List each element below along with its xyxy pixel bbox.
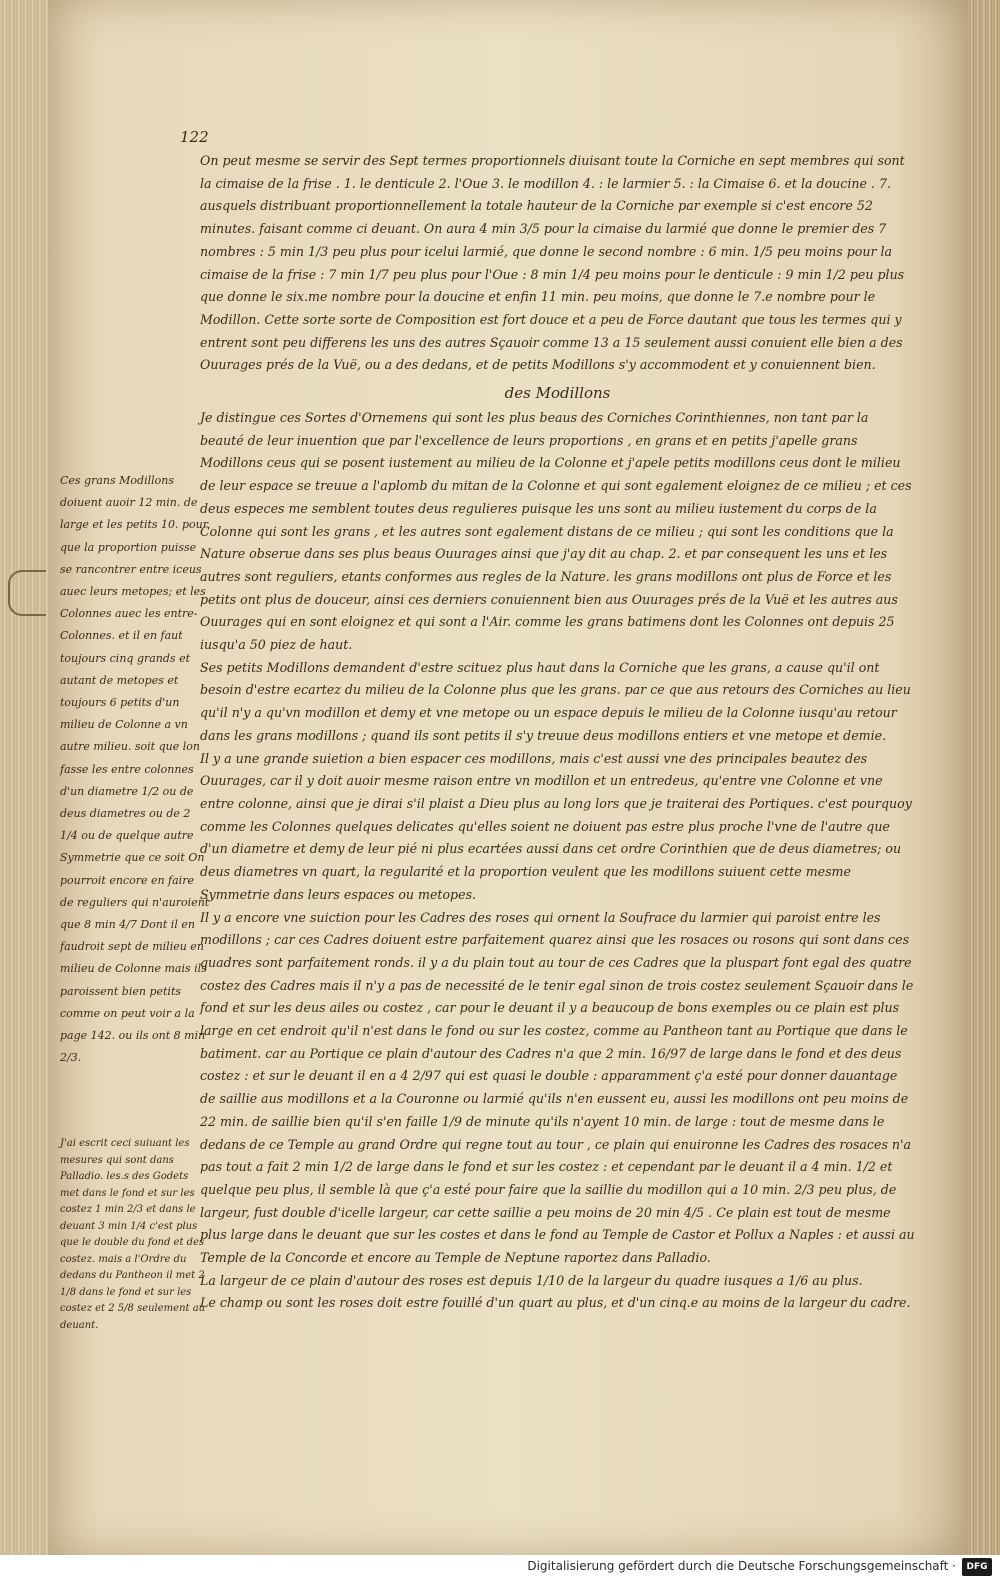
margin-note-palladio: J'ai escrit ceci suiuant les mesures qui sont dans Palladio. les.s des Godets met dans le fond et sur les costez 1 min 2/3 et dans le deuant 3 min 1/4 c'est plus que le double du fond et des costez. mais a l'Ordre du dedans du Pantheon il met 2 1/8 dans le fond et sur les costez et 2 5/8 seulement au deuant. xyxy=(60,1138,206,1331)
dfg-logo-icon: DFG xyxy=(962,1558,992,1576)
paragraph-plain-width: La largeur de ce plain d'autour des roses est depuis 1/10 de la largeur du quadre iusques a 1/6 au plus. xyxy=(200,1272,863,1288)
bookmark-tab xyxy=(8,570,46,616)
paragraph-spacing: Il y a une grande suietion a bien espacer ces modillons, mais c'est aussi vne des principales beautez des Ouurages, car il y doit auoir mesme raison entre vn modillon et un entredeus, qu'entre vne Colonne et vne entre colonne, ainsi que je dirai s'il plaist a Dieu plus au long lors que je traiterai des Portiques. c'est pourquoy comme les Colonnes quelques delicates qu'elles soient ne doiuent pas estre plus proche l'vne de l'autre que d'un diametre et demy de leur pié ni plus ecartées aussi dans cet ordre Corinthien que de deus diametres; ou deus diametres vn quart, la regularité et la proportion veulent que les modillons suiuent cette mesme Symmetrie dans leurs espaces ou metopes. xyxy=(200,750,912,902)
right-page-edges xyxy=(968,0,1000,1555)
page-number: 122 xyxy=(180,128,209,146)
paragraph-cornice-terms: On peut mesme se servir des Sept termes proportionnels diuisant toute la Corniche en sept membres qui sont la cimaise de la frise . 1. le denticule 2. l'Oue 3. le modillon 4. : le larmier 5. : la Cimaise 6. et la doucine . 7. ausquels distribuant proportionnellement la totale hauteur de la Corniche par exemple si c'est encore 52 minutes. faisant comme ci deuant. On aura 4 min 3/5 pour la cimaise du larmié que donne le premier des 7 nombres : 5 min 1/3 peu plus pour icelui larmié, que donne le second nombre : 6 min. 1/5 peu moins pour la cimaise de la frise : 7 min 1/7 peu plus pour l'Oue : 8 min 1/4 peu moins pour le denticule : 9 min 1/2 peu plus que donne le six.me nombre pour la doucine et enfin 11 min. peu moins, que donne le 7.e nombre pour le Modillon. Cette sorte sorte de Composition est fort douce et a peu de Force dautant que tous les termes qui y entrent sont peu differens les uns des autres Sçauoir comme 13 a 15 seulement aussi conuient elle bien a des Ouurages prés de la Vuë, ou a des dedans, et de petits Modillons s'y accommodent et y conuiennent bien. xyxy=(200,153,905,373)
paragraph-rose-field: Le champ ou sont les roses doit estre fouillé d'un quart au plus, et d'un cinq.e au moins de la largeur du cadre. xyxy=(200,1295,911,1311)
paragraph-small-modillons: Ses petits Modillons demandent d'estre scituez plus haut dans la Corniche que les grans, a cause qu'il ont besoin d'estre ecartez du milieu de la Colonne plus que les grans. par ce que aus retours des Corniches au lieu qu'il n'y a qu'vn modillon et demy et vne metope ou un espace depuis le milieu de la Colonne iusqu'au retour dans les grans modillons ; quand ils sont petits il s'y treuue deus modillons entiers et vne metope et demie. xyxy=(200,659,911,743)
section-heading: des Modillons xyxy=(504,384,611,403)
paragraph-modillon-types: Je distingue ces Sortes d'Ornemens qui sont les plus beaus des Corniches Corinthiennes, non tant par la beauté de leur inuention que par l'excellence de leurs proportions , en grans et en petits j'apelle grans Modillons ceus qui se posent iustement au milieu de la Colonne et j'apele petits modillons ceus dont le milieu de leur espace se treuue a l'aplomb du mitan de la Colonne et qui sont egalement eloignez de ce milieu ; et ces deus especes me semblent toutes deus regulieres puisque les uns sont au milieu iustement du corps de la Colonne qui sont les grans , et les autres sont egalement distans de ce milieu ; qui sont les conditions que la Nature obserue dans ses plus beaus Ouurages ainsi que j'ay dit au chap. 2. et par consequent les uns et les autres sont reguliers, etants conformes aus regles de la Nature. les grans modillons ont plus de Force et les petits ont plus de douceur, ainsi ces derniers conuiennent bien aus Ouurages prés de la Vuë et les autres aus Ouurages qui en sont eloignez et qui sont a l'Air. comme les grans batimens dont les Colonnes ont depuis 25 iusqu'a 50 piez de haut. xyxy=(200,410,912,653)
main-text-block xyxy=(200,150,915,1315)
digitization-footer xyxy=(0,1555,1000,1580)
margin-note-modillons: Ces grans Modillons doiuent auoir 12 min. de large et les petits 10. pour que la proportion puisse se rancontrer entre iceus auec leurs metopes; et les Colonnes auec les entre-Colonnes. et il en faut toujours cinq grands et autant de metopes et toujours 6 petits d'un milieu de Colonne a vn autre milieu. soit que lon fasse les entre colonnes d'un diametre 1/2 ou de deus diametres ou de 2 1/4 ou de quelque autre Symmetrie que ce soit On pourroit encore en faire de reguliers qui n'auroient que 8 min 4/7 Dont il en faudroit sept de milieu en milieu de Colonne mais ils paroissent bien petits comme on peut voir a la page 142. ou ils ont 8 min 2/3. xyxy=(60,474,210,1065)
footer-credit: Digitalisierung gefördert durch die Deutsche Forschungsgemeinschaft · xyxy=(527,1559,956,1573)
left-page-stack xyxy=(0,0,50,1555)
paragraph-rose-frames: Il y a encore vne suiction pour les Cadres des roses qui ornent la Soufrace du larmier qui paroist entre les modillons ; car ces Cadres doiuent estre parfaitement quarez ainsi que les rosaces ou rosons qui sont dans ces quadres sont parfaitement ronds. il y a du plain tout au tour de ces Cadres que la pluspart font egal des quatre costez des Cadres mais il n'y a pas de necessité de le tenir egal sinon de trois costez seulement Sçauoir dans le fond et sur les deus ailes ou costez , car pour le deuant il y a beaucoup de bons exemples ou ce plain est plus large en cet endroit qu'il n'est dans le fond ou sur les costez, comme au Pantheon tant au Portique que dans le batiment. car au Portique ce plain d'autour des Cadres n'a que 2 min. 16/97 de large dans le fond et des deus costez : et sur le deuant il en a 4 2/97 qui est quasi le double : apparamment ç'a esté pour donner dauantage de saillie aus modillons et a la Couronne ou larmié qu'ils n'en eussent eu, aussi les modillons ont peu moins de 22 min. de saillie bien qu'il s'en faille 1/9 de minute qu'ils n'ayent 10 min. de large : tout de mesme dans le dedans de ce Temple au grand Ordre qui regne tout au tour , ce plain qui enuironne les Cadres des rosaces n'a pas tout a fait 2 min 1/2 de large dans le fond et sur les costez : et cependant par le deuant il a 4 min. 1/2 et quelque peu plus, il semble là que ç'a esté pour faire que la saillie du modillon qui a 10 min. 2/3 peu plus, de largeur, fust double d'icelle largeur, car cette saillie a peu moins de 20 min 4/5 . Ce plain est tout de mesme plus large dans le deuant que sur les costes et dans le fond au Temple de Castor et Pollux a Naples : et aussi au Temple de la Concorde et encore au Temple de Neptune raportez dans Palladio. xyxy=(200,909,915,1266)
